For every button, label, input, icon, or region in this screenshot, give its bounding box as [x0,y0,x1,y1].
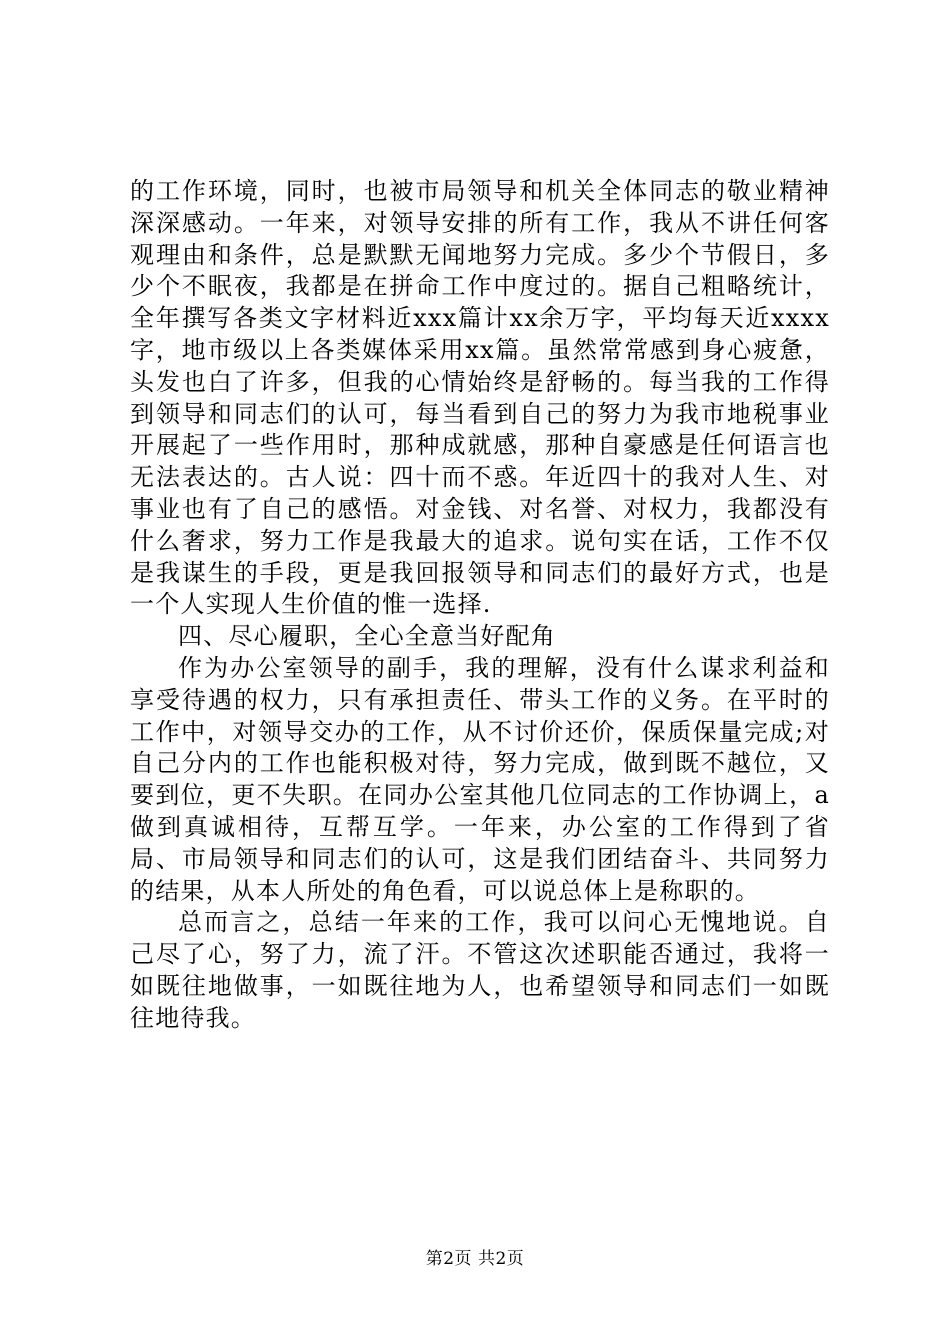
paragraph-conclusion: 总而言之，总结一年来的工作，我可以问心无愧地说。自己尽了心，努了力，流了汗。不管这次述职能否通过，我将一如既往地做事，一如既往地为人，也希望领导和同志们一如既往地待我。 [130,908,830,1032]
page-footer: 第2页 共2页 [425,1249,525,1269]
paragraph-role-duties: 作为办公室领导的副手，我的理解，没有什么谋求利益和享受待遇的权力，只有承担责任、带头工作的义务。在平时的工作中，对领导交办的工作，从不讨价还价，保质保量完成;对自己分内的工作也能积极对待，努力完成，做到既不越位，又要到位，更不失职。在同办公室其他几位同志的工作协调上，a做到真诚相待，互帮互学。一年来，办公室的工作得到了省局、市局领导和同志们的认可，这是我们团结奋斗、共同努力的结果，从本人所处的角色看，可以说总体上是称职的。 [130,653,830,905]
section-heading-four: 四、尽心履职，全心全意当好配角 [178,622,556,651]
paragraph-continuation: 的工作环境，同时，也被市局领导和机关全体同志的敬业精神深深感动。一年来，对领导安排的所有工作，我从不讲任何客观理由和条件，总是默默无闻地努力完成。多少个节假日，多少个不眠夜，我都是在拼命工作中度过的。据自己粗略统计，全年撰写各类文字材料近xxx篇计xx余万字，平均每天近xxxx字，地市级以上各类媒体采用xx篇。虽然常常感到身心疲惫，头发也白了许多，但我的心情始终是舒畅的。每当我的工作得到领导和同志们的认可，每当看到自己的努力为我市地税事业开展起了一些作用时，那种成就感，那种自豪感是任何语言也无法表达的。古人说：四十而不惑。年近四十的我对人生、对事业也有了自己的感悟。对金钱、对名誉、对权力，我都没有什么奢求，努力工作是我最大的追求。说句实在话，工作不仅是我谋生的手段，更是我回报领导和同志们的最好方式，也是一个人实现人生价值的惟一选择. [130,177,830,619]
document-body [130,176,830,1035]
